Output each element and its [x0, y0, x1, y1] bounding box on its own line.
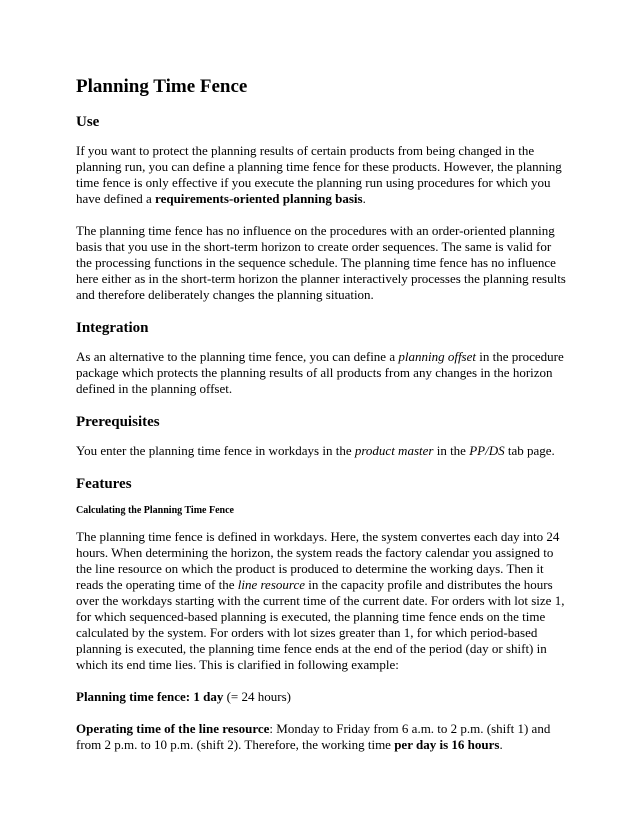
section-heading-prerequisites: Prerequisites [76, 414, 160, 430]
page-title: Planning Time Fence [76, 76, 248, 97]
time-fence-bold: Planning time fence: 1 day [76, 689, 224, 704]
prerequisites-paragraph [76, 443, 568, 459]
integration-paragraph [76, 349, 568, 397]
use-p1-bold-term: requirements-oriented planning basis [155, 191, 363, 206]
features-paragraph-2 [76, 689, 568, 705]
time-fence-hours: (= 24 hours) [223, 689, 291, 704]
planning-offset-term: planning offset [398, 349, 476, 364]
operating-time-text: : Monday to Friday from 6 a.m. to 2 p.m. (shift 1) and from 2 p.m. to 10 p.m. (shift 2). Therefore, the working time [76, 721, 551, 752]
features-paragraph-3 [76, 721, 568, 753]
product-master-term: product master [354, 443, 434, 458]
use-p1-end: . [362, 191, 366, 206]
features-p1-text-a: The planning time fence is defined in workdays. Here, the system convertes each day into 24 hours. When determining the horizon, the system reads the factory calendar you assigned to the line resource on which the product is produced to determine the working days. Then it reads the operating time of the [76, 529, 560, 592]
section-heading-integration: Integration [76, 320, 149, 336]
operating-time-bold: Operating time of the line resource [76, 721, 270, 736]
section-heading-features: Features [76, 476, 132, 492]
integration-text-a: As an alternative to the planning time fence, you can define a [76, 349, 399, 364]
ppds-term: PP/DS [469, 443, 505, 458]
section-heading-use: Use [76, 114, 100, 130]
section-features [76, 475, 568, 753]
section-prerequisites [76, 413, 568, 459]
line-resource-term: line resource [237, 577, 306, 592]
use-p1-text: If you want to protect the planning results of certain products from being changed in the planning run, you can define a planning time fence for these products. However, the planning time fence is only effective if you execute the planning run using procedures for which you have defined a [76, 143, 562, 206]
section-use [76, 113, 568, 303]
use-paragraph-2: The planning time fence has no influence on the procedures with an order-oriented planning basis that you use in the short-term horizon to create order sequences. The same is valid for the processing functions in the sequence schedule. The planning time fence has no influence here either as in the short-term horizon the planner interactively processes the planning results and therefore deliberately changes the planning situation. [76, 223, 566, 302]
integration-text-c: in the procedure package which protects the planning results of all products from any changes in the horizon defined in the planning offset. [76, 349, 564, 396]
prereq-text-c: in the [433, 443, 470, 458]
subheading-calculating: Calculating the Planning Time Fence [76, 505, 234, 516]
per-day-bold: per day is 16 hours [394, 737, 500, 752]
use-paragraph-1 [76, 143, 568, 207]
section-integration [76, 319, 568, 397]
operating-time-end: . [499, 737, 503, 752]
prereq-text-a: You enter the planning time fence in workdays in the [76, 443, 355, 458]
prereq-text-e: tab page. [504, 443, 555, 458]
features-paragraph-1 [76, 529, 568, 673]
features-p1-text-c: in the capacity profile and distributes the hours over the workdays starting with the current time of the current date. For orders with lot size 1, for which sequenced-based planning is executed, the planning time fence ends on the time calculated by the system. For orders with lot sizes greater than 1, for which period-based planning is executed, the planning time fence ends at the end of the period (day or shift) in which its end time lies. This is clarified in following example: [76, 577, 565, 672]
